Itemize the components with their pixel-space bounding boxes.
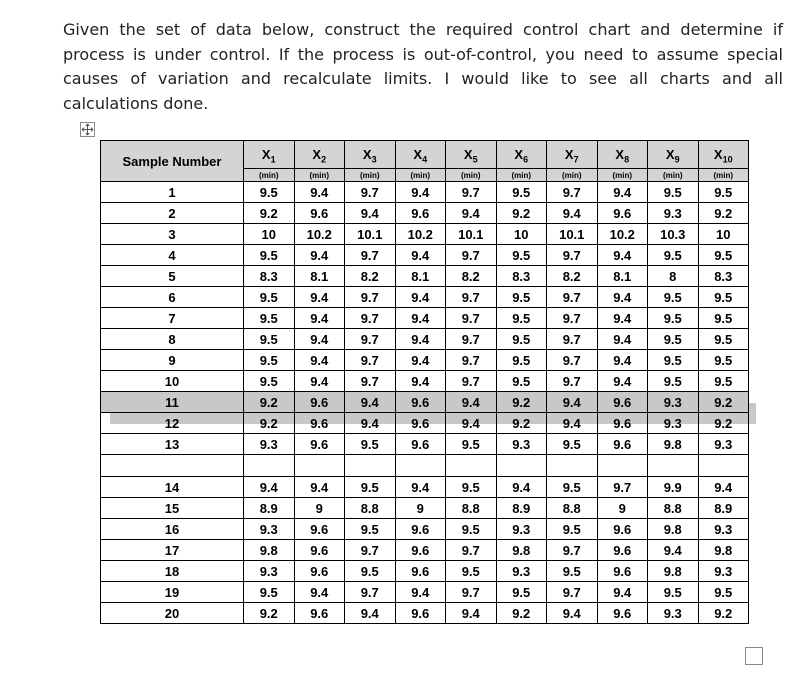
table-row [101,329,749,350]
value-cell [294,455,345,477]
value-cell: 9.7 [446,350,497,371]
value-cell: 9.6 [597,413,648,434]
column-header-x3 [345,141,396,169]
table-row [101,224,749,245]
column-variable: X [413,147,423,162]
value-cell: 9 [294,498,345,519]
value-cell: 9.5 [648,245,699,266]
value-cell: 9.6 [597,203,648,224]
sample-number-cell: 16 [101,519,244,540]
value-cell [597,455,648,477]
value-cell: 9.8 [244,540,295,561]
value-cell: 9.7 [547,329,598,350]
value-cell: 9.6 [597,561,648,582]
table-row [101,266,749,287]
value-cell: 9.2 [698,413,749,434]
value-cell: 9.7 [446,182,497,203]
value-cell: 8.9 [244,498,295,519]
value-cell: 9.7 [345,287,396,308]
value-cell: 9.3 [648,413,699,434]
value-cell: 9.4 [294,287,345,308]
value-cell: 9.5 [547,561,598,582]
value-cell: 9.6 [395,540,446,561]
value-cell: 9.5 [698,350,749,371]
value-cell: 9.6 [294,540,345,561]
value-cell: 9.5 [244,371,295,392]
value-cell: 10 [698,224,749,245]
value-cell: 10.2 [597,224,648,245]
value-cell: 8.1 [294,266,345,287]
value-cell: 9.4 [547,603,598,624]
value-cell: 9.8 [648,519,699,540]
value-cell: 9.3 [496,561,547,582]
value-cell: 9.7 [345,540,396,561]
value-cell: 9.5 [698,245,749,266]
value-cell [698,455,749,477]
value-cell: 9.5 [648,350,699,371]
value-cell: 9.7 [345,350,396,371]
value-cell: 9.4 [294,350,345,371]
value-cell: 9.4 [547,413,598,434]
column-subscript: 9 [674,154,680,165]
value-cell: 9.4 [395,329,446,350]
value-cell: 10 [244,224,295,245]
column-variable: X [514,147,524,162]
value-cell: 9.7 [345,182,396,203]
value-cell: 9.7 [446,329,497,350]
table-row [101,603,749,624]
value-cell: 9.4 [395,245,446,266]
value-cell: 9.7 [345,582,396,603]
value-cell: 9.5 [244,329,295,350]
value-cell: 8.8 [345,498,396,519]
sample-number-cell: 12 [101,413,244,434]
value-cell [496,455,547,477]
sample-number-cell: 11 [101,392,244,413]
value-cell: 9.7 [547,582,598,603]
value-cell: 9.2 [244,413,295,434]
value-cell: 9.5 [648,329,699,350]
value-cell: 10.2 [395,224,446,245]
table-resize-handle-icon[interactable] [745,647,763,665]
value-cell: 9.5 [547,519,598,540]
table-row [101,434,749,455]
value-cell: 9.6 [597,540,648,561]
value-cell: 9.3 [244,434,295,455]
column-subscript: 5 [472,154,478,165]
value-cell: 9.2 [244,603,295,624]
question-text: Given the set of data below, construct the required control chart and determine if process is under control. If the process is out-of-control, you need to assume special causes of variation and recalculate limits. I would like to see all charts and all calculations done. [63,20,783,113]
value-cell: 9.4 [294,477,345,498]
column-header-sample-number: Sample Number [101,141,244,182]
value-cell: 8.1 [597,266,648,287]
value-cell: 9.6 [395,519,446,540]
value-cell: 9.5 [345,477,396,498]
sample-number-cell: 19 [101,582,244,603]
value-cell: 9.5 [496,182,547,203]
sample-number-cell: 2 [101,203,244,224]
value-cell: 9.7 [446,540,497,561]
value-cell: 9.6 [597,392,648,413]
column-header-x9 [648,141,699,169]
value-cell: 8.9 [698,498,749,519]
column-variable: X [312,147,322,162]
column-variable: X [564,147,574,162]
value-cell: 9.2 [244,392,295,413]
value-cell: 9.5 [547,434,598,455]
value-cell: 9.5 [698,182,749,203]
value-cell: 10.3 [648,224,699,245]
value-cell [446,455,497,477]
value-cell: 9.4 [446,603,497,624]
column-subscript: 6 [523,154,529,165]
sample-number-cell: 4 [101,245,244,266]
table-row [101,519,749,540]
value-cell: 9.5 [648,287,699,308]
value-cell: 9.4 [395,182,446,203]
table-row [101,287,749,308]
value-cell: 9.7 [547,308,598,329]
value-cell: 9.5 [698,308,749,329]
sample-number-cell: 7 [101,308,244,329]
value-cell: 9.9 [648,477,699,498]
column-variable: X [713,147,723,162]
column-header-x8 [597,141,648,169]
value-cell: 9.7 [547,350,598,371]
value-cell: 9.6 [395,392,446,413]
value-cell: 9.4 [446,203,497,224]
data-table [100,140,749,624]
value-cell: 9.3 [496,434,547,455]
value-cell: 9.7 [547,245,598,266]
sample-number-cell: 15 [101,498,244,519]
value-cell: 9.3 [244,561,295,582]
value-cell: 9.7 [345,308,396,329]
table-row [101,540,749,561]
sample-number-cell: 18 [101,561,244,582]
column-unit: (min) [446,169,497,182]
value-cell: 9.5 [496,350,547,371]
value-cell [395,455,446,477]
value-cell: 9 [597,498,648,519]
table-row [101,477,749,498]
value-cell: 9.4 [395,371,446,392]
value-cell [648,455,699,477]
value-cell: 9.4 [446,392,497,413]
value-cell: 9.5 [648,308,699,329]
value-cell: 9.2 [496,203,547,224]
value-cell: 9.4 [294,245,345,266]
value-cell: 9.5 [446,519,497,540]
value-cell: 9.2 [496,413,547,434]
value-cell: 9.4 [395,582,446,603]
value-cell: 9.6 [597,603,648,624]
table-row [101,350,749,371]
value-cell: 9.8 [648,561,699,582]
blank-row [101,455,749,477]
value-cell: 9.6 [294,413,345,434]
value-cell: 9.6 [597,519,648,540]
value-cell: 9.7 [547,182,598,203]
value-cell: 9.2 [698,603,749,624]
table-row [101,182,749,203]
value-cell: 9.5 [496,287,547,308]
value-cell: 8.3 [496,266,547,287]
table-row [101,498,749,519]
value-cell: 9.5 [244,582,295,603]
value-cell: 9.6 [597,434,648,455]
value-cell: 9.4 [597,371,648,392]
column-variable: X [665,147,675,162]
value-cell: 8.1 [395,266,446,287]
value-cell: 9.5 [496,371,547,392]
value-cell: 10.1 [446,224,497,245]
value-cell: 9.8 [698,540,749,561]
value-cell: 9.4 [547,392,598,413]
column-subscript: 3 [371,154,377,165]
table-row [101,582,749,603]
table-row [101,413,749,434]
value-cell: 8.2 [547,266,598,287]
value-cell: 9.7 [597,477,648,498]
value-cell: 9.7 [345,371,396,392]
value-cell: 9.3 [698,561,749,582]
sample-number-cell: 13 [101,434,244,455]
table-row [101,371,749,392]
column-header-x2 [294,141,345,169]
value-cell: 8.8 [547,498,598,519]
value-cell: 9.3 [648,603,699,624]
value-cell: 9.7 [446,308,497,329]
value-cell: 9.5 [446,434,497,455]
column-subscript: 7 [573,154,579,165]
value-cell: 9.5 [446,477,497,498]
value-cell: 9.5 [244,350,295,371]
table-move-handle-icon[interactable] [80,122,95,137]
column-variable: X [615,147,625,162]
column-subscript: 4 [422,154,428,165]
value-cell: 9.5 [698,329,749,350]
column-header-x10 [698,141,749,169]
value-cell: 9.7 [345,245,396,266]
value-cell: 9.5 [496,329,547,350]
value-cell: 8.8 [648,498,699,519]
table-row [101,561,749,582]
column-header-x6 [496,141,547,169]
value-cell: 9.4 [597,287,648,308]
value-cell: 9.7 [446,245,497,266]
value-cell: 9.6 [395,203,446,224]
value-cell: 9.7 [547,287,598,308]
column-variable: X [362,147,372,162]
value-cell: 9.4 [597,182,648,203]
column-header-x4 [395,141,446,169]
column-header-x5 [446,141,497,169]
value-cell: 9.4 [244,477,295,498]
value-cell: 9.6 [395,561,446,582]
value-cell: 9.5 [648,371,699,392]
sample-number-cell: 3 [101,224,244,245]
value-cell: 9.2 [698,203,749,224]
value-cell: 9.4 [294,329,345,350]
value-cell: 9.5 [244,182,295,203]
sample-number-cell [101,455,244,477]
value-cell: 9.5 [345,561,396,582]
value-cell: 8.3 [244,266,295,287]
column-unit: (min) [244,169,295,182]
value-cell: 9.3 [244,519,295,540]
value-cell: 9.5 [698,371,749,392]
sample-number-cell: 8 [101,329,244,350]
value-cell: 9.5 [244,245,295,266]
column-unit: (min) [294,169,345,182]
column-unit: (min) [597,169,648,182]
sample-number-cell: 10 [101,371,244,392]
value-cell: 9.5 [345,434,396,455]
sample-number-cell: 9 [101,350,244,371]
table-row [101,308,749,329]
value-cell: 9.2 [698,392,749,413]
sample-number-cell: 1 [101,182,244,203]
value-cell: 10.1 [345,224,396,245]
value-cell: 9.7 [446,371,497,392]
value-cell: 9.4 [648,540,699,561]
sample-number-cell: 20 [101,603,244,624]
column-unit: (min) [496,169,547,182]
value-cell: 9.4 [294,371,345,392]
value-cell: 9.2 [496,392,547,413]
value-cell: 9.2 [244,203,295,224]
sample-number-cell: 6 [101,287,244,308]
value-cell: 9.3 [698,434,749,455]
value-cell: 9.6 [294,434,345,455]
value-cell [345,455,396,477]
value-cell: 9.4 [597,308,648,329]
value-cell: 9.4 [345,203,396,224]
table-row [101,203,749,224]
column-unit: (min) [547,169,598,182]
value-cell: 9.5 [698,287,749,308]
value-cell: 9.4 [294,582,345,603]
value-cell: 9.4 [395,477,446,498]
column-subscript: 2 [321,154,327,165]
value-cell: 9.8 [496,540,547,561]
value-cell: 9.7 [547,540,598,561]
value-cell: 9.4 [597,350,648,371]
value-cell: 9.4 [395,308,446,329]
value-cell: 9.4 [294,182,345,203]
value-cell: 9.6 [294,392,345,413]
value-cell: 9.6 [294,203,345,224]
value-cell: 9.4 [395,287,446,308]
column-variable: X [463,147,473,162]
value-cell: 8.2 [345,266,396,287]
value-cell: 9.4 [597,329,648,350]
value-cell: 9.5 [698,582,749,603]
value-cell: 9.7 [446,582,497,603]
value-cell: 9.6 [294,519,345,540]
value-cell: 9.4 [597,582,648,603]
value-cell [547,455,598,477]
column-header-x7 [547,141,598,169]
value-cell: 9.3 [496,519,547,540]
value-cell: 9.3 [648,203,699,224]
value-cell: 9.6 [294,561,345,582]
value-cell: 9.4 [345,392,396,413]
value-cell: 9.8 [648,434,699,455]
column-subscript: 8 [624,154,630,165]
value-cell: 9.5 [648,182,699,203]
value-cell: 10.1 [547,224,598,245]
sample-number-cell: 14 [101,477,244,498]
value-cell: 9.7 [345,329,396,350]
value-cell: 9.4 [496,477,547,498]
value-cell: 9.4 [446,413,497,434]
value-cell: 9.5 [547,477,598,498]
value-cell: 9.5 [446,561,497,582]
value-cell: 9.5 [648,582,699,603]
value-cell: 9.5 [244,308,295,329]
value-cell: 9.5 [496,308,547,329]
value-cell: 9.4 [547,203,598,224]
value-cell: 9.4 [345,413,396,434]
value-cell: 9 [395,498,446,519]
value-cell: 8.9 [496,498,547,519]
value-cell: 9.5 [496,245,547,266]
column-unit: (min) [395,169,446,182]
value-cell: 9.7 [547,371,598,392]
column-subscript: 1 [270,154,276,165]
value-cell: 8.2 [446,266,497,287]
sample-number-cell: 5 [101,266,244,287]
table-row [101,245,749,266]
value-cell: 9.3 [698,519,749,540]
column-unit: (min) [345,169,396,182]
value-cell: 9.6 [395,434,446,455]
value-cell: 9.5 [496,582,547,603]
value-cell: 9.6 [395,413,446,434]
value-cell [244,455,295,477]
sample-number-cell: 17 [101,540,244,561]
column-header-x1 [244,141,295,169]
column-unit: (min) [648,169,699,182]
table-row [101,392,749,413]
value-cell: 9.6 [294,603,345,624]
value-cell: 9.7 [446,287,497,308]
value-cell: 8 [648,266,699,287]
value-cell: 9.4 [698,477,749,498]
column-unit: (min) [698,169,749,182]
value-cell: 9.4 [345,603,396,624]
value-cell: 10.2 [294,224,345,245]
value-cell: 9.4 [597,245,648,266]
value-cell: 10 [496,224,547,245]
value-cell: 9.3 [648,392,699,413]
value-cell: 9.6 [395,603,446,624]
value-cell: 9.5 [345,519,396,540]
value-cell: 9.4 [294,308,345,329]
value-cell: 9.2 [496,603,547,624]
value-cell: 9.5 [244,287,295,308]
value-cell: 9.4 [395,350,446,371]
value-cell: 8.3 [698,266,749,287]
value-cell: 8.8 [446,498,497,519]
column-variable: X [261,147,271,162]
column-subscript: 10 [722,154,733,165]
